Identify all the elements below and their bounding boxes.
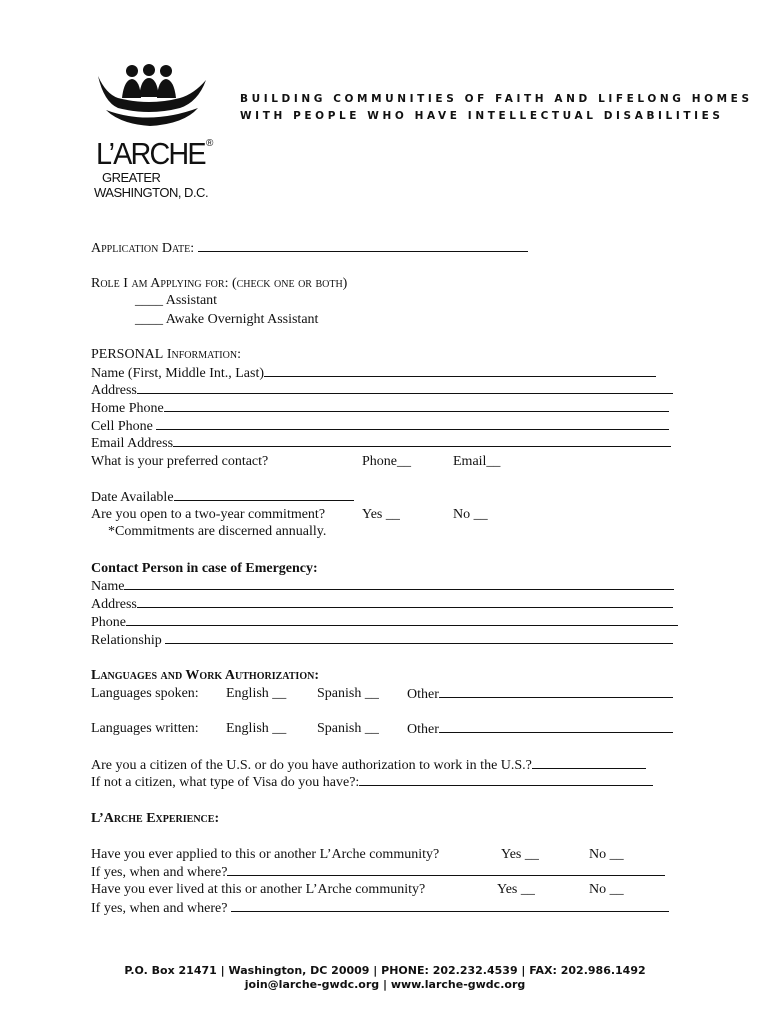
footer-web: join@larche-gwdc.org | www.larche-gwdc.org: [244, 978, 526, 991]
applied-no-option[interactable]: No __: [589, 847, 624, 862]
lived-yes-option[interactable]: Yes __: [497, 882, 535, 897]
visa-question-line: If not a citizen, what type of Visa do you have?:: [91, 773, 653, 791]
date-available-field[interactable]: [174, 488, 354, 501]
lived-when-where-field[interactable]: [231, 899, 669, 912]
community-figures-icon: [94, 60, 220, 138]
logo-subtitle: GREATER WASHINGTON, D.C.: [94, 170, 209, 200]
languages-heading: Languages and Work Authorization:: [91, 668, 319, 683]
emergency-address-line: Address: [91, 595, 673, 613]
languages-written-label: Languages written:: [91, 721, 199, 736]
personal-heading: PERSONAL Information:: [91, 347, 241, 362]
written-other-line: Other: [407, 720, 673, 738]
applied-when-where-field[interactable]: [227, 863, 665, 876]
logo-wordmark: L’ARCHE: [96, 136, 205, 171]
written-other-field[interactable]: [439, 720, 673, 733]
languages-spoken-label: Languages spoken:: [91, 686, 199, 701]
commitment-no-option[interactable]: No __: [453, 507, 488, 522]
date-available-line: Date Available: [91, 488, 354, 506]
home-phone-field[interactable]: [164, 399, 669, 412]
larche-logo: [94, 60, 220, 205]
spoken-spanish-option[interactable]: Spanish __: [317, 686, 379, 701]
spoken-other-line: Other: [407, 685, 673, 703]
preferred-contact-question: What is your preferred contact?: [91, 454, 269, 469]
spoken-english-option[interactable]: English __: [226, 686, 287, 701]
cell-phone-line: Cell Phone: [91, 417, 669, 435]
emergency-phone-field[interactable]: [126, 613, 678, 626]
emergency-phone-line: Phone: [91, 613, 678, 631]
email-line: Email Address: [91, 434, 671, 452]
applied-when-where-line: If yes, when and where?: [91, 863, 665, 881]
email-field[interactable]: [173, 434, 671, 447]
commitment-note: *Commitments are discerned annually.: [108, 524, 327, 539]
commitment-yes-option[interactable]: Yes __: [362, 507, 400, 522]
experience-heading: L’Arche Experience:: [91, 811, 220, 826]
role-option-assistant[interactable]: ____ Assistant: [135, 293, 218, 308]
preferred-email-option[interactable]: Email__: [453, 454, 501, 469]
emergency-name-field[interactable]: [124, 577, 674, 590]
preferred-phone-option[interactable]: Phone__: [362, 454, 411, 469]
lived-question: Have you ever lived at this or another L’Arche community?: [91, 882, 426, 897]
application-date-field[interactable]: [198, 239, 528, 252]
applied-question: Have you ever applied to this or another L’Arche community?: [91, 847, 440, 862]
footer-contact: P.O. Box 21471 | Washington, DC 20009 | PHONE: 202.232.4539 | FAX: 202.986.1492: [124, 964, 646, 977]
cell-phone-field[interactable]: [156, 417, 669, 430]
role-label: Role I am Applying for: (check one or both): [91, 276, 348, 291]
application-date-line: Application Date:: [91, 239, 528, 257]
written-spanish-option[interactable]: Spanish __: [317, 721, 379, 736]
lived-no-option[interactable]: No __: [589, 882, 624, 897]
role-option-overnight[interactable]: ____ Awake Overnight Assistant: [135, 312, 319, 327]
written-english-option[interactable]: English __: [226, 721, 287, 736]
emergency-relationship-field[interactable]: [165, 631, 673, 644]
emergency-heading: Contact Person in case of Emergency:: [91, 561, 318, 576]
name-field[interactable]: [264, 364, 656, 377]
citizen-field[interactable]: [532, 756, 646, 769]
emergency-address-field[interactable]: [137, 595, 673, 608]
emergency-relationship-line: Relationship: [91, 631, 673, 649]
home-phone-line: Home Phone: [91, 399, 669, 417]
emergency-name-line: Name: [91, 577, 674, 595]
address-line: Address: [91, 381, 673, 399]
commitment-question: Are you open to a two-year commitment?: [91, 507, 326, 522]
registered-mark: ®: [206, 138, 214, 149]
lived-when-where-line: If yes, when and where?: [91, 899, 669, 917]
citizen-question-line: Are you a citizen of the U.S. or do you have authorization to work in the U.S.?: [91, 756, 646, 774]
address-field[interactable]: [137, 381, 673, 394]
name-line: Name (First, Middle Int., Last): [91, 364, 656, 382]
visa-field[interactable]: [359, 773, 653, 786]
spoken-other-field[interactable]: [439, 685, 673, 698]
applied-yes-option[interactable]: Yes __: [501, 847, 539, 862]
tagline: BUILDING COMMUNITIES OF FAITH AND LIFELONG HOMES WITH PEOPLE WHO HAVE INTELLECTUAL DISABILITIES: [240, 93, 753, 122]
